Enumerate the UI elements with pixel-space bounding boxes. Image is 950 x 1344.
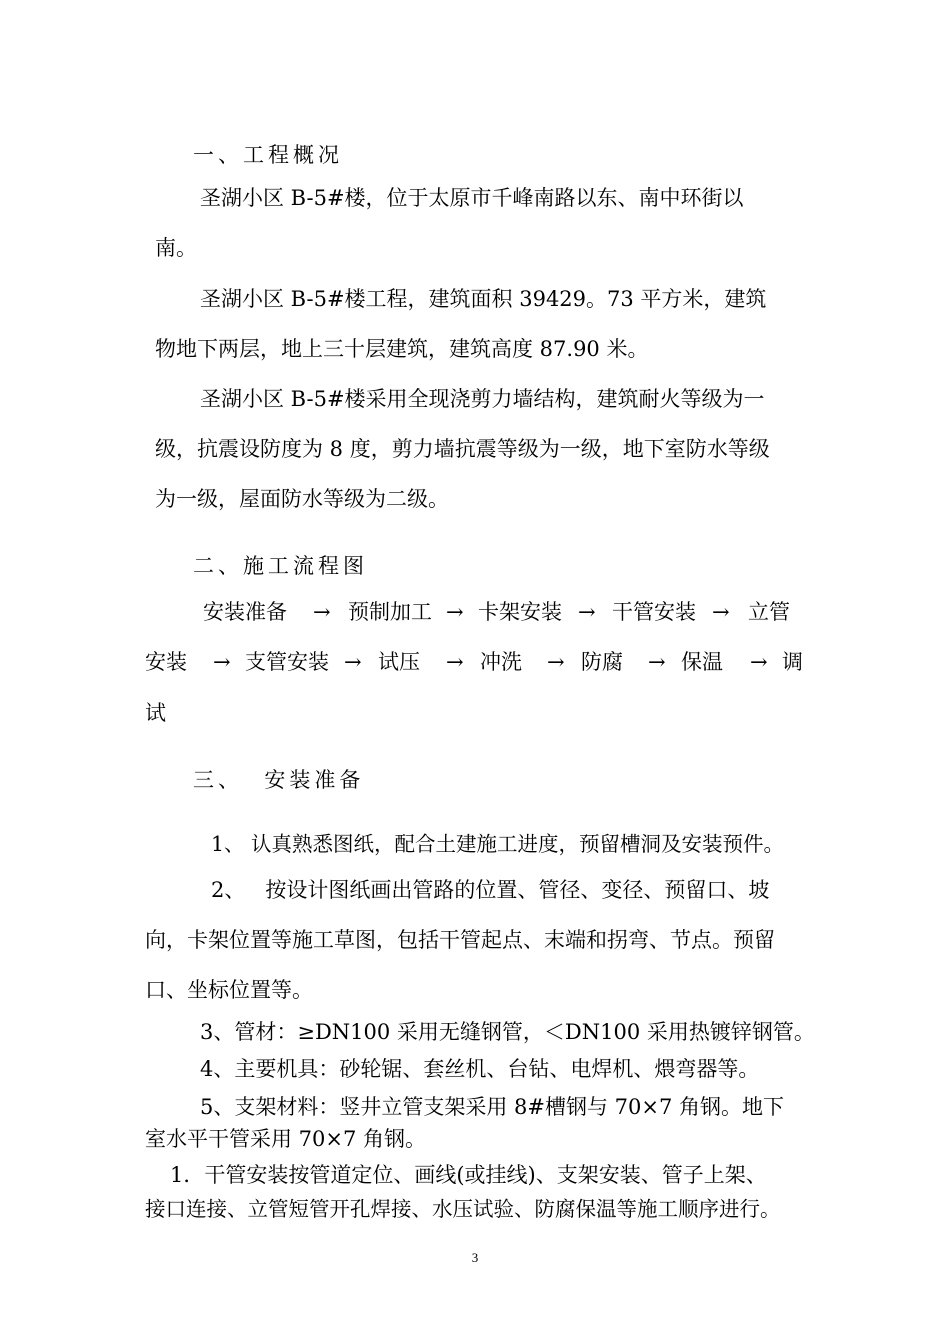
list-item: 1、 认真熟悉图纸，配合土建施工进度，预留槽洞及安装预件。 [211, 832, 785, 856]
page-number: 3 [471, 1250, 479, 1265]
flow-step: 冲洗 [480, 650, 522, 674]
section-1-heading: 一、工程概况 [193, 143, 343, 167]
flow-arrow: → [547, 650, 565, 674]
list-item: 2、 按设计图纸画出管路的位置、管径、变径、预留口、坡 [211, 878, 770, 902]
paragraph-line: 圣湖小区 B-5#楼，位于太原市千峰南路以东、南中环街以 [200, 186, 744, 210]
flow-line-1 [0, 598, 950, 626]
flow-arrow: → [213, 650, 231, 674]
flow-arrow: → [648, 650, 666, 674]
list-item: 5、支架材料：竖井立管支架采用 8#槽钢与 70×7 角钢。地下 [200, 1095, 785, 1119]
flow-arrow: → [578, 600, 596, 624]
flow-line-2 [0, 648, 950, 676]
flow-step: 安装 [145, 650, 187, 674]
paragraph-line: 口、坐标位置等。 [145, 978, 313, 1002]
flow-arrow: → [446, 600, 464, 624]
list-item: 3、管材：≥DN100 采用无缝钢管，＜DN100 采用热镀锌钢管。 [200, 1020, 815, 1044]
paragraph-line: 级，抗震设防度为 8 度，剪力墙抗震等级为一级，地下室防水等级 [155, 437, 770, 461]
flow-step: 立管 [748, 600, 790, 624]
flow-step: 保温 [681, 650, 723, 674]
flow-line-3 [0, 699, 950, 727]
flow-step: 支管安装 [245, 650, 329, 674]
flow-step: 卡架安装 [478, 600, 562, 624]
flow-arrow: → [712, 600, 730, 624]
paragraph-line: 南。 [155, 236, 197, 260]
paragraph-line: 圣湖小区 B-5#楼工程，建筑面积 39429。73 平方米，建筑 [200, 287, 767, 311]
flow-step: 安装准备 [203, 600, 287, 624]
list-item: 4、主要机具：砂轮锯、套丝机、台钻、电焊机、煨弯器等。 [200, 1057, 760, 1081]
flow-arrow: → [750, 650, 768, 674]
flow-arrow: → [344, 650, 362, 674]
flow-step: 防腐 [581, 650, 623, 674]
flow-arrow: → [446, 650, 464, 674]
flow-arrow: → [313, 600, 331, 624]
paragraph-line: 圣湖小区 B-5#楼采用全现浇剪力墙结构，建筑耐火等级为一 [200, 387, 765, 411]
paragraph-line: 为一级，屋面防水等级为二级。 [155, 487, 449, 511]
flow-step: 试压 [378, 650, 420, 674]
paragraph-line: 1．干管安装按管道定位、画线(或挂线)、支架安装、管子上架、 [170, 1163, 767, 1187]
paragraph-line: 向，卡架位置等施工草图，包括干管起点、末端和拐弯、节点。预留 [145, 928, 775, 952]
flow-step: 干管安装 [612, 600, 696, 624]
flow-step: 调 [782, 650, 803, 674]
paragraph-line: 接口连接、立管短管开孔焊接、水压试验、防腐保温等施工顺序进行。 [145, 1197, 781, 1221]
flow-step: 试 [145, 701, 166, 725]
flow-step: 预制加工 [348, 600, 432, 624]
section-3-heading: 三、 安装准备 [193, 768, 365, 792]
paragraph-line: 室水平干管采用 70×7 角钢。 [145, 1127, 427, 1151]
paragraph-line: 物地下两层，地上三十层建筑，建筑高度 87.90 米。 [155, 337, 649, 361]
section-2-heading: 二、施工流程图 [193, 554, 368, 578]
